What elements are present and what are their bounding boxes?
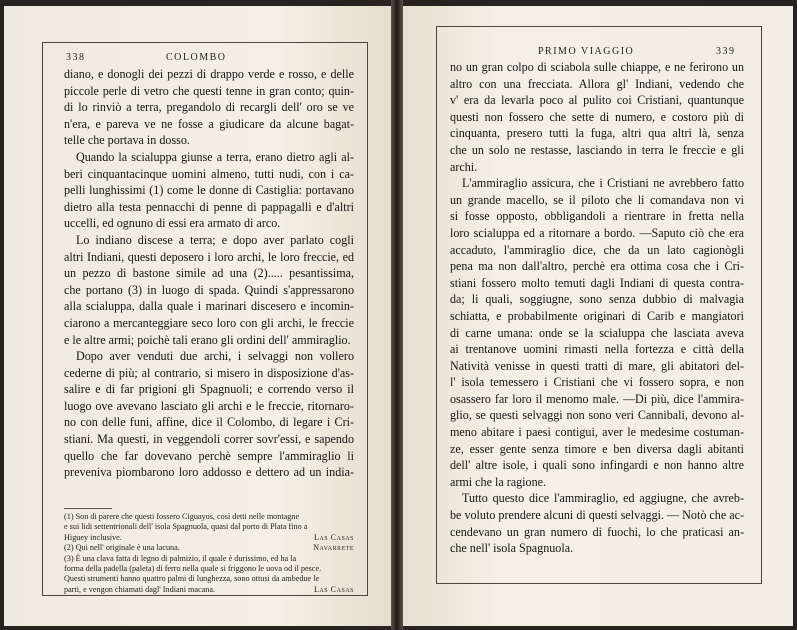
text-line: archi. xyxy=(450,159,478,174)
text-line: schiatta, e probabilmente originari di Carib e mangiatori xyxy=(450,308,744,323)
text-line: be voluto prendere alcuni di questi selvaggi. — Notò che ac- xyxy=(450,508,744,523)
right-page-number: 339 xyxy=(716,46,736,57)
text-line: cinquanta, presero tutti la fuga, altri qua altri là, senza xyxy=(450,126,744,141)
text-line: un pezzo di bastone simile ad una (2)..... pesantissima, xyxy=(64,266,354,281)
text-line: cendevano un gran numero di fuochi, lo che praticasi an- xyxy=(450,524,744,539)
footnote-text: (3) È una clava fatta di legno di palmizio, il quale è durissimo, ed ha la xyxy=(64,553,297,563)
text-line: piccole perle di vetro che questi tenne in gran conto; quin- xyxy=(64,83,354,98)
text-line: armi che la ragione. xyxy=(450,474,547,489)
text-line: questi non fossero che sette di numero, e costoro più di xyxy=(450,109,744,124)
text-line: altro con una frecciata. Allora gl' Indiani, vedendo che xyxy=(450,76,744,91)
left-page xyxy=(4,6,394,626)
text-line: glio, se questi selvaggi non sono veri Cannibali, devono al- xyxy=(450,408,744,423)
text-line: preveniva piombarono loro addosso e dettero ad un india- xyxy=(64,465,354,480)
book-gutter xyxy=(391,0,403,630)
text-line: Dopo aver venduti due archi, i selvaggi non vollero xyxy=(76,349,354,364)
footnote-line xyxy=(64,554,354,564)
text-line: cederne di più; al contrario, si misero in disposizione d'as- xyxy=(64,365,354,380)
text-line: meno abitare i paesi contigui, aver le medesime costuman- xyxy=(450,425,744,440)
text-line: di carne umana: onde se la scialuppa che lasciata aveva xyxy=(450,325,744,340)
text-line: osassero far loro il menomo male. —Di più, dice l'ammira- xyxy=(450,391,744,406)
text-line: che nell' isola Spagnuola. xyxy=(450,541,574,556)
text-line: Quando la scialuppa giunse a terra, erano dietro agli al- xyxy=(76,149,354,164)
text-line: v' era da levarla poco al pulito coi Cristiani, quantunque xyxy=(450,93,744,108)
footnote-line xyxy=(64,543,354,553)
text-line: che portano (3) in luogo di spada. Quindi s'appressarono xyxy=(64,282,354,297)
text-line: da; li quali, soggiugne, sono senza dubbio di malvagia xyxy=(450,292,744,307)
footnote-text: parti, e vengon chiamati dagl' Indiani macana. xyxy=(64,584,216,594)
text-line: un grande macello, se il piloto che li comandava non vi xyxy=(450,192,744,207)
left-page-number: 338 xyxy=(66,52,86,63)
text-line: di lo rinviò a terra, pregandolo di recargli dell' oro se ve xyxy=(64,100,354,115)
text-line: L'ammiraglio assicura, che i Cristiani ne avrebbero fatto xyxy=(462,176,744,191)
footnote-text: Higuey inclusive. xyxy=(64,532,122,542)
footnote-text: (1) Son di parere che questi fossero Ciguayos, così detti nelle montagne xyxy=(64,512,300,521)
text-line: si fosse opposto, obbligandoli a rientrare in fretta nella xyxy=(450,209,744,224)
footnote-source: Navarrete xyxy=(313,543,354,553)
footnote-source: Las Casas xyxy=(313,584,354,594)
footnote-line xyxy=(64,512,354,522)
right-page xyxy=(400,6,793,626)
text-line: diano, e donogli dei pezzi di drappo verde e rosso, e delle xyxy=(64,67,354,81)
text-line: Lo indiano discese a terra; e dopo aver parlato cogli xyxy=(76,232,354,247)
text-line: luogo ove avevano lasciato gli archi e le freccie, ritornaro- xyxy=(64,398,354,413)
footnote-line xyxy=(64,522,354,532)
text-line: ciarono a mercanteggiare seco loro con gli archi, le freccie xyxy=(64,315,354,330)
left-body-text xyxy=(64,66,354,481)
text-line: l' isola temessero i Cristiani che vi fossero sopra, e non xyxy=(450,375,744,390)
text-line: accaduto, l'ammiraglio dice, che da un lato cagionògli xyxy=(450,242,744,257)
text-line: pena ma non dall'altro, perchè era ottima cosa che i Cri- xyxy=(450,259,744,274)
text-line: no con delle funi, affine, dice il Colombo, di legare i Cri- xyxy=(64,415,354,430)
footnote-line xyxy=(64,533,354,543)
text-line: dietro alla testa pennacchi di penne di pappagalli e d'altri xyxy=(64,199,354,214)
text-line: stiani fossero molto temuti dagli Indiani di questa contra- xyxy=(450,275,744,290)
footnote-line xyxy=(64,574,354,584)
text-line: pelli lunghissimi (1) come le donne di Castiglia: portavano xyxy=(64,183,354,198)
text-line: beri cinquantacinque uomini almeno, tutti nudi, con i ca- xyxy=(64,166,354,181)
footnote-text: forma della padella (paleta) di ferro nella quale si friggono le uova od il pesce. xyxy=(64,564,322,574)
text-line: uccelli, ed ognuno di essi era armato di arco. xyxy=(64,216,281,231)
right-body-text xyxy=(450,59,744,557)
right-running-title: PRIMO VIAGGIO xyxy=(538,46,635,57)
text-line: stiani. Ma questi, in veggendoli correr sovr'essi, e sapendo xyxy=(64,432,354,447)
footnote-source: Las Casas xyxy=(313,532,354,542)
left-footnotes xyxy=(64,512,354,595)
text-line: dell' altre isole, i quali sono infingardi e non hanno altre xyxy=(450,458,744,473)
text-line: altri Indiani, questi deposero i loro archi, le loro freccie, ed xyxy=(64,249,354,264)
footnote-line xyxy=(64,585,354,595)
text-line: alla scialuppa, dalla quale i marinari discesero e incomin- xyxy=(64,299,354,314)
text-line: loro scialuppa ed a ritornare a bordo. —Saputo ciò che era xyxy=(450,225,744,240)
text-line: n'era, e pareva ve ne fosse a giudicare da alcune bagat- xyxy=(64,116,354,131)
footnote-text: e sui lidi settentrionali dell' isola Spagnuola, quasi dal porto di Plata fino a xyxy=(64,522,308,532)
text-line: Tutto questo dice l'ammiraglio, ed aggiugne, che avreb- xyxy=(462,491,744,506)
footnote-text: (2) Qui nell' originale è una lacuna. xyxy=(64,543,180,553)
left-running-title: COLOMBO xyxy=(166,52,227,63)
text-line: quello che far dovevano perchè sempre l'ammiraglio li xyxy=(64,448,354,463)
footnote-rule xyxy=(64,508,112,509)
text-line: e le altre armi; poichè tali erano gli ordini dell' ammiraglio. xyxy=(64,332,351,347)
text-line: salire e di far prigioni gli Spagnuoli; e correndo verso il xyxy=(64,382,354,397)
footnote-line xyxy=(64,564,354,574)
text-line: no un gran colpo di sciabola sulle chiappe, e ne ferirono un xyxy=(450,60,744,74)
text-line: Natività venisse in questi tratti di mare, gli abitatori del- xyxy=(450,358,744,373)
footnote-text: Questi strumenti hanno quattro palmi di lunghezza, sono ottusi da ambedue le xyxy=(64,574,320,584)
text-line: ai trentanove uomini rimasti nella fortezza e città della xyxy=(450,342,744,357)
text-line: ze, esser gente senza timore e ben diversa dagli abitanti xyxy=(450,441,744,456)
text-line: che un solo ne restasse, lasciando in terra le freccie e gli xyxy=(450,142,744,157)
text-line: telle che portava in dosso. xyxy=(64,133,190,148)
